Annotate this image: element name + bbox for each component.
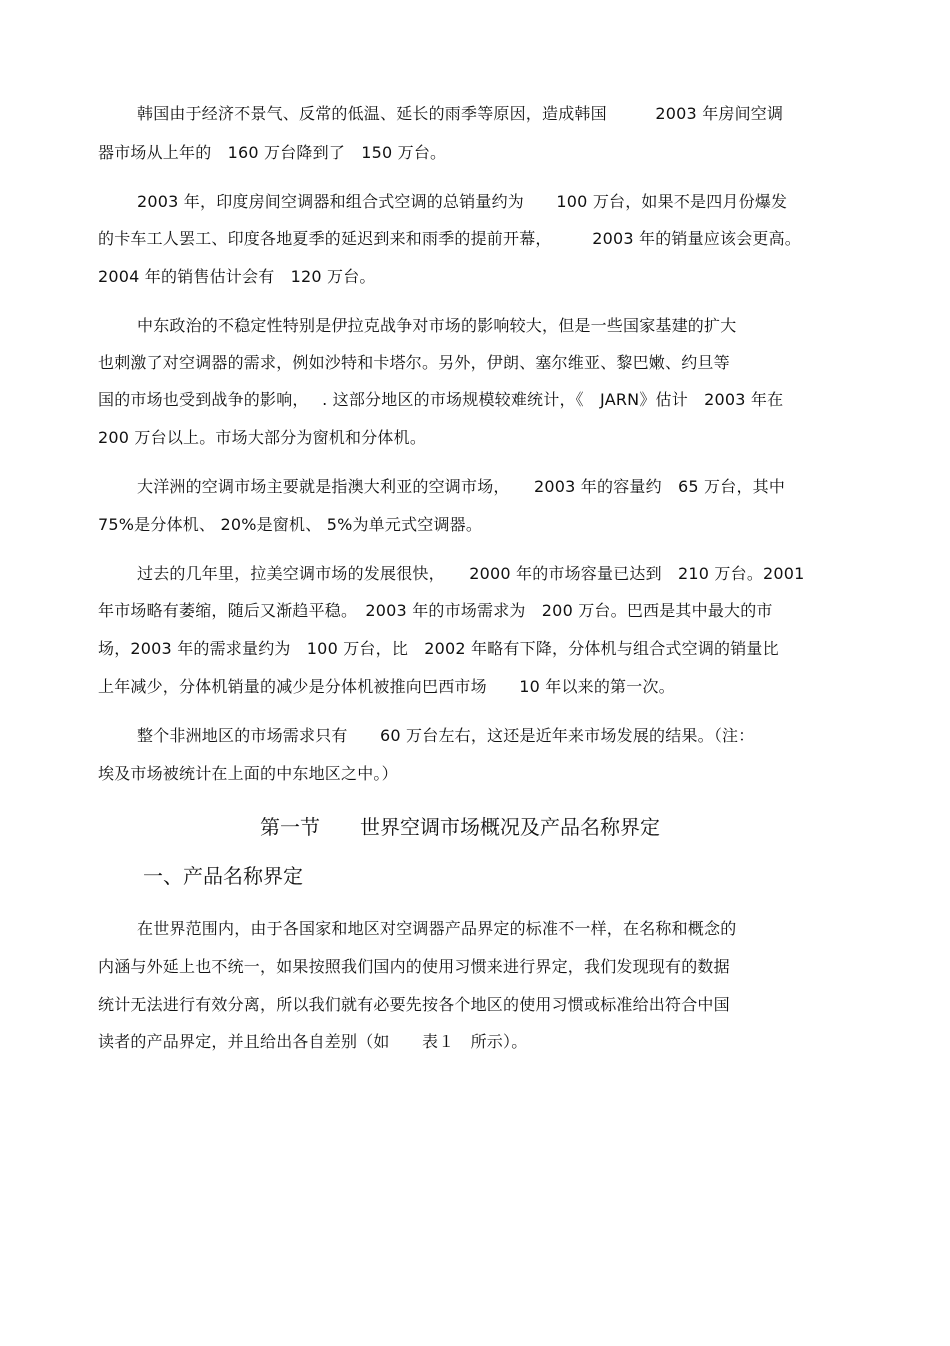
subsection-title: 一、产品名称界定 <box>143 864 303 888</box>
paragraph-korea-line-2: 器市场从上年的 160 万台降到了 150 万台。 <box>98 143 447 162</box>
paragraph-definition-line-3: 统计无法进行有效分离，所以我们就有必要先按各个地区的使用习惯或标准给出符合中国 <box>98 995 730 1014</box>
paragraph-latin-america-line-3: 场，2003 年的需求量约为 100 万台，比 2002 年略有下降，分体机与组合式空调的销量比 <box>98 639 779 658</box>
paragraph-definition-line-1: 在世界范围内，由于各国家和地区对空调器产品界定的标准不一样，在名称和概念的 <box>137 919 737 938</box>
paragraph-latin-america-line-2: 年市场略有萎缩，随后又渐趋平稳。 2003 年的市场需求为 200 万台。巴西是其中最大的市 <box>98 601 773 620</box>
paragraph-africa-line-1: 整个非洲地区的市场需求只有 60 万台左右，这还是近年来市场发展的结果。（注： <box>137 726 755 745</box>
section-title: 第一节 世界空调市场概况及产品名称界定 <box>260 815 660 839</box>
paragraph-definition-line-4: 读者的产品界定，并且给出各自差别（如 表１ 所示）。 <box>98 1032 528 1051</box>
paragraph-middle-east-line-2: 也刺激了对空调器的需求，例如沙特和卡塔尔。另外，伊朗、塞尔维亚、黎巴嫩、约旦等 <box>98 353 730 372</box>
paragraph-oceania-line-1: 大洋洲的空调市场主要就是指澳大利亚的空调市场， 2003 年的容量约 65 万台，其中 <box>137 477 786 496</box>
paragraph-africa-line-2: 埃及市场被统计在上面的中东地区之中。） <box>98 764 398 783</box>
paragraph-india-line-3: 2004 年的销售估计会有 120 万台。 <box>98 267 376 286</box>
paragraph-latin-america-line-1: 过去的几年里，拉美空调市场的发展很快， 2000 年的市场容量已达到 210 万台。2001 <box>137 564 805 583</box>
paragraph-korea-line-1: 韩国由于经济不景气、反常的低温、延长的雨季等原因，造成韩国 2003 年房间空调 <box>137 104 784 123</box>
paragraph-oceania-line-2: 75%是分体机、 20%是窗机、 5%为单元式空调器。 <box>98 515 483 534</box>
paragraph-latin-america-line-4: 上年减少，分体机销量的减少是分体机被推向巴西市场 10 年以来的第一次。 <box>98 677 675 696</box>
paragraph-india-line-1: 2003 年，印度房间空调器和组合式空调的总销量约为 100 万台，如果不是四月份爆发 <box>137 192 788 211</box>
paragraph-india-line-2: 的卡车工人罢工、印度各地夏季的延迟到来和雨季的提前开幕， 2003 年的销量应该会更高。 <box>98 229 802 248</box>
paragraph-middle-east-line-4: 200 万台以上。市场大部分为窗机和分体机。 <box>98 428 427 447</box>
paragraph-middle-east-line-3: 国的市场也受到战争的影响， . 这部分地区的市场规模较难统计，《 JARN》估计 2003 年在 <box>98 390 784 409</box>
paragraph-definition-line-2: 内涵与外延上也不统一，如果按照我们国内的使用习惯来进行界定，我们发现现有的数据 <box>98 957 730 976</box>
paragraph-middle-east-line-1: 中东政治的不稳定性特别是伊拉克战争对市场的影响较大，但是一些国家基建的扩大 <box>137 316 737 335</box>
